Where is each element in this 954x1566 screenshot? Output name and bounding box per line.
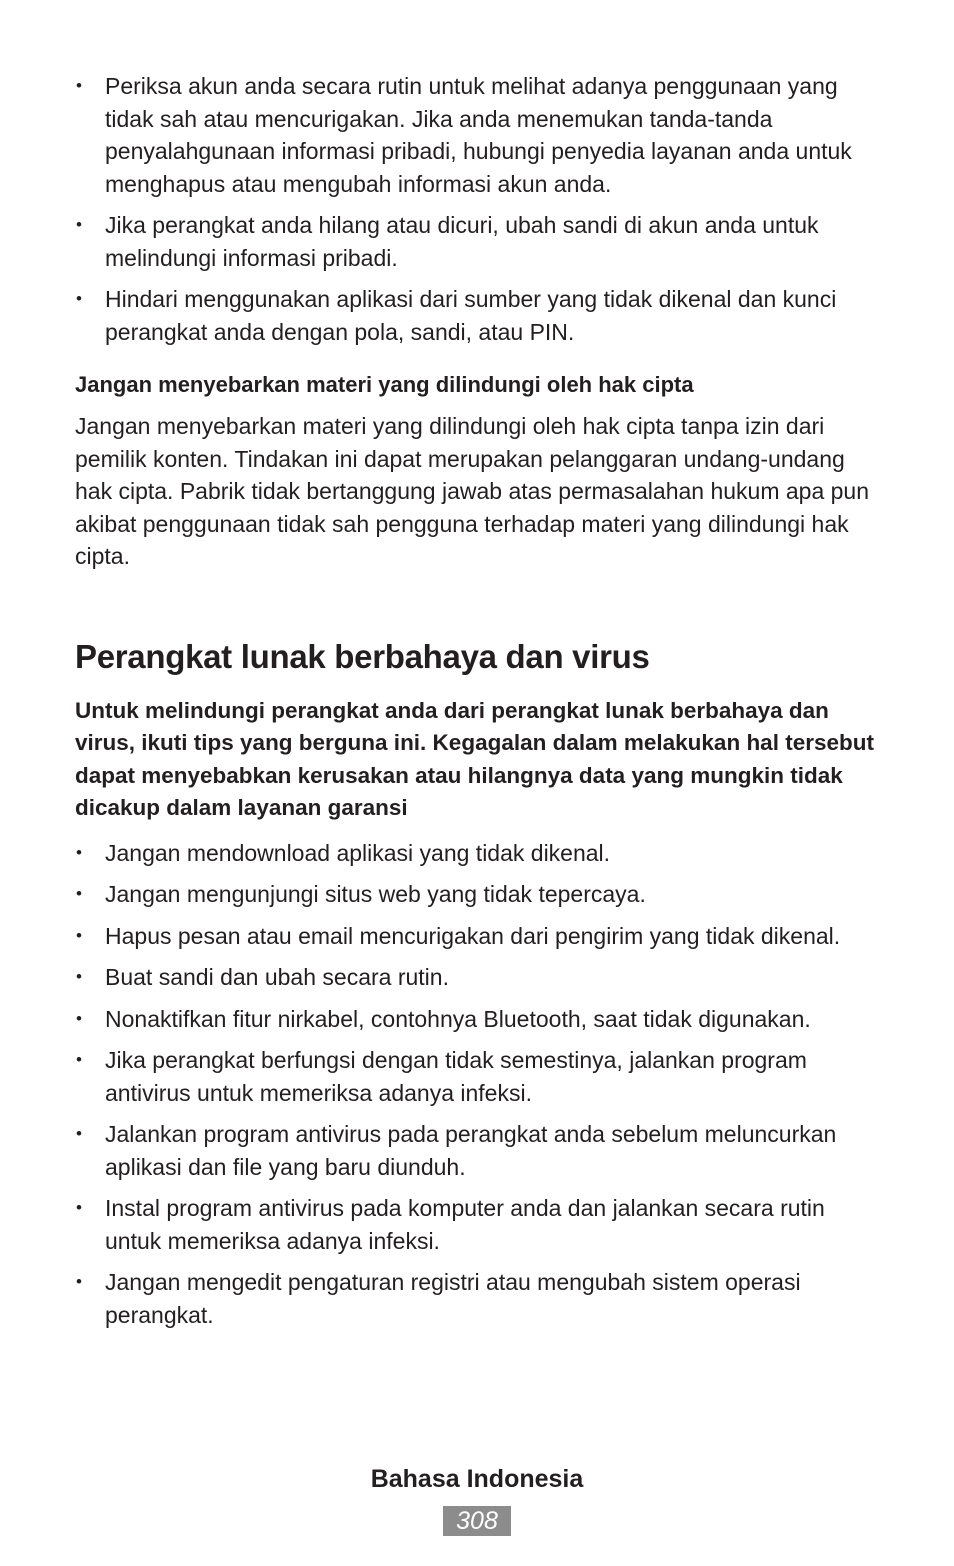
malware-tips-list: [75, 837, 885, 1332]
list-item: • Jangan mengedit pengaturan registri atau mengubah sistem operasi perangkat.: [75, 1266, 885, 1331]
list-item: • Buat sandi dan ubah secara rutin.: [75, 961, 885, 994]
list-item: • Nonaktifkan fitur nirkabel, contohnya Bluetooth, saat tidak digunakan.: [75, 1003, 885, 1036]
list-item: • Hindari menggunakan aplikasi dari sumber yang tidak dikenal dan kunci perangkat anda dengan pola, sandi, atau PIN.: [75, 283, 885, 348]
list-item: • Jangan mengunjungi situs web yang tidak tepercaya.: [75, 878, 885, 911]
page-content: [75, 70, 885, 1340]
list-item: • Jika perangkat anda hilang atau dicuri, ubah sandi di akun anda untuk melindungi informasi pribadi.: [75, 209, 885, 274]
section-intro: Untuk melindungi perangkat anda dari perangkat lunak berbahaya dan virus, ikuti tips yang berguna ini. Kegagalan dalam melakukan hal tersebut dapat menyebabkan kerusakan atau hilangnya data yang mungkin tidak dicakup dalam layanan garansi: [75, 697, 874, 820]
account-security-list: [75, 70, 885, 348]
copyright-paragraph: Jangan menyebarkan materi yang dilindungi oleh hak cipta tanpa izin dari pemilik konten. Tindakan ini dapat merupakan pelanggaran undang-undang hak cipta. Pabrik tidak bertanggung jawab atas permasalahan hukum apa pun akibat penggunaan tidak sah pengguna terhadap materi yang dilindungi hak cipta.: [75, 413, 870, 569]
list-item: • Hapus pesan atau email mencurigakan dari pengirim yang tidak dikenal.: [75, 920, 885, 953]
list-item: • Instal program antivirus pada komputer anda dan jalankan secara rutin untuk memeriksa adanya infeksi.: [75, 1192, 885, 1257]
page-number-badge: 308: [443, 1506, 511, 1536]
copyright-heading: Jangan menyebarkan materi yang dilindungi oleh hak cipta: [75, 372, 694, 397]
list-item: • Jalankan program antivirus pada perangkat anda sebelum meluncurkan aplikasi dan file yang baru diunduh.: [75, 1118, 885, 1183]
list-item: • Jika perangkat berfungsi dengan tidak semestinya, jalankan program antivirus untuk memeriksa adanya infeksi.: [75, 1044, 885, 1109]
footer-language: Bahasa Indonesia: [370, 1465, 584, 1493]
section-title: Perangkat lunak berbahaya dan virus: [75, 637, 650, 675]
list-item: • Periksa akun anda secara rutin untuk melihat adanya penggunaan yang tidak sah atau mencurigakan. Jika anda menemukan tanda-tanda penyalahgunaan informasi pribadi, hubungi penyedia layanan anda untuk menghapus atau mengubah informasi akun anda.: [75, 70, 885, 200]
list-item: • Jangan mendownload aplikasi yang tidak dikenal.: [75, 837, 885, 870]
